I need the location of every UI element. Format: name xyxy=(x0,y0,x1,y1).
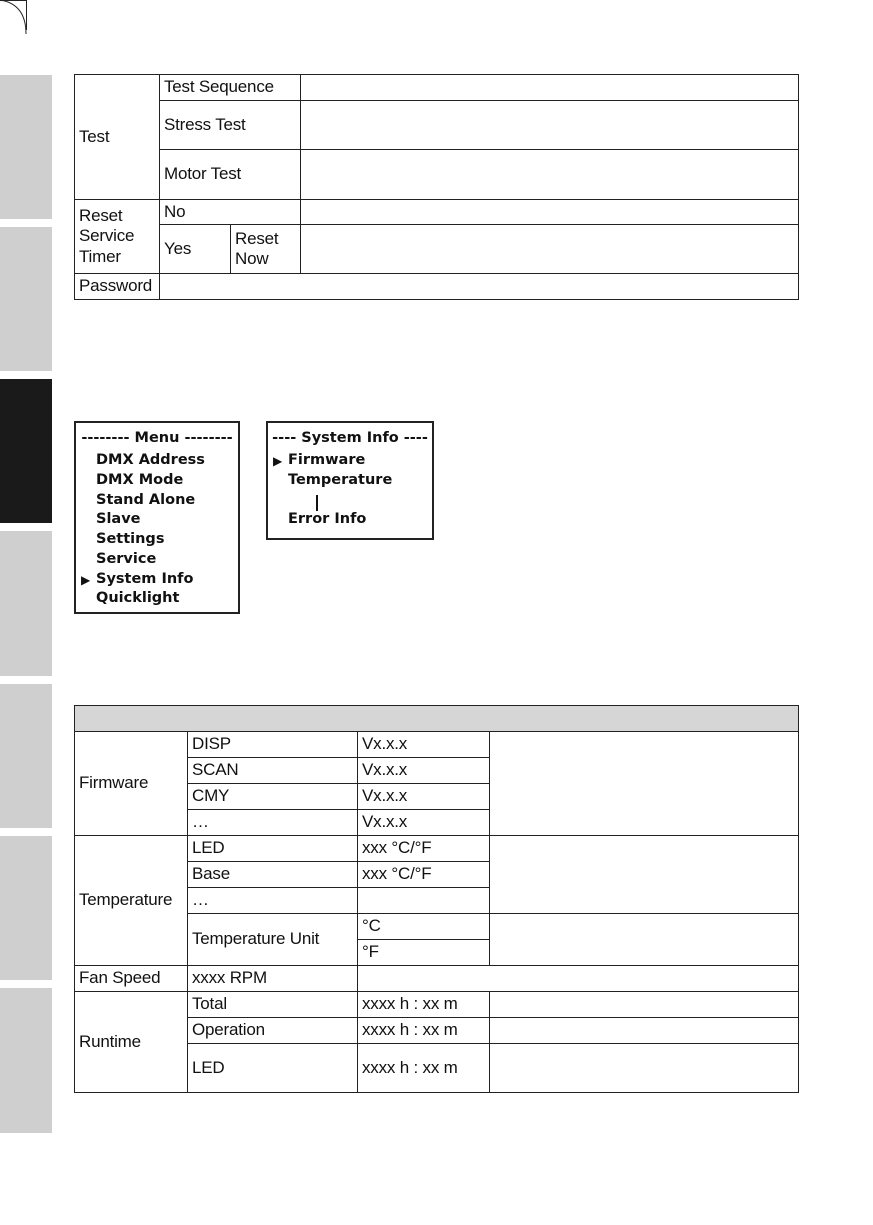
firmware-version: Vx.x.x xyxy=(358,758,490,784)
label-line: Reset xyxy=(235,228,279,248)
runtime-name: LED xyxy=(188,1044,358,1093)
fan-speed-label: Fan Speed xyxy=(75,966,188,992)
description-cell xyxy=(301,75,799,101)
firmware-version: Vx.x.x xyxy=(358,784,490,810)
table-row xyxy=(75,274,799,300)
table-row xyxy=(75,966,799,992)
menu-item-system-info: System Info xyxy=(96,571,194,587)
side-tab-7 xyxy=(0,988,52,1133)
crop-mark-arc-path xyxy=(0,0,26,34)
cursor-arrow-icon: ▶ xyxy=(273,454,283,468)
table-row xyxy=(75,101,799,150)
description-cell xyxy=(301,225,799,274)
system-info-display xyxy=(266,421,434,540)
label-line: Reset xyxy=(79,205,123,225)
description-cell xyxy=(301,200,799,225)
header-cell xyxy=(75,706,799,732)
description-cell xyxy=(160,274,799,300)
crop-mark-arc xyxy=(0,0,30,34)
table-row xyxy=(75,992,799,1018)
side-tab-4 xyxy=(0,531,52,676)
description-cell xyxy=(490,992,799,1018)
menu-item-slave: Slave xyxy=(96,511,141,527)
label-line: Now xyxy=(235,249,269,268)
table-row xyxy=(75,836,799,862)
runtime-label: Runtime xyxy=(75,992,188,1093)
table-row xyxy=(75,225,799,274)
runtime-value: xxxx h : xx m xyxy=(358,1018,490,1044)
description-cell xyxy=(301,150,799,200)
side-tab-active xyxy=(0,379,52,523)
firmware-label: Firmware xyxy=(75,732,188,836)
system-info-item-error-info: Error Info xyxy=(288,511,367,527)
menu-item-quicklight: Quicklight xyxy=(96,590,180,606)
menu-item-stand-alone: Stand Alone xyxy=(96,492,196,508)
temperature-unit-label: Temperature Unit xyxy=(188,914,358,966)
temperature-sensor: … xyxy=(188,888,358,914)
description-cell xyxy=(490,914,799,966)
table-row xyxy=(75,732,799,758)
system-info-title: ---- System Info ---- xyxy=(272,430,428,446)
yes-option-cell: Yes xyxy=(160,225,231,274)
menu-item-settings: Settings xyxy=(96,531,165,547)
firmware-name: SCAN xyxy=(188,758,358,784)
firmware-version: Vx.x.x xyxy=(358,732,490,758)
no-option-cell: No xyxy=(160,200,301,225)
system-info-item-temperature: Temperature xyxy=(288,472,393,488)
description-cell xyxy=(358,966,799,992)
menu-item-service: Service xyxy=(96,551,157,567)
firmware-version: Vx.x.x xyxy=(358,810,490,836)
temperature-value xyxy=(358,888,490,914)
table-row xyxy=(75,150,799,200)
temperature-value: xxx °C/°F xyxy=(358,862,490,888)
side-tab-2 xyxy=(0,227,52,371)
table-header-row xyxy=(75,706,799,732)
description-cell xyxy=(490,1018,799,1044)
side-tab-6 xyxy=(0,836,52,980)
runtime-name: Operation xyxy=(188,1018,358,1044)
runtime-value: xxxx h : xx m xyxy=(358,992,490,1018)
service-menu-table xyxy=(74,74,799,300)
table-row xyxy=(75,200,799,225)
firmware-name: DISP xyxy=(188,732,358,758)
temperature-value: xxx °C/°F xyxy=(358,836,490,862)
label-line: Service xyxy=(79,226,135,246)
description-cell xyxy=(490,732,799,836)
description-cell xyxy=(301,101,799,150)
menu-item-dmx-address: DMX Address xyxy=(96,452,205,468)
firmware-name: … xyxy=(188,810,358,836)
side-tab-5 xyxy=(0,684,52,828)
stress-test-cell: Stress Test xyxy=(160,101,301,150)
temperature-sensor: LED xyxy=(188,836,358,862)
system-info-table xyxy=(74,705,799,1093)
temperature-unit-option: °C xyxy=(358,914,490,940)
runtime-value: xxxx h : xx m xyxy=(358,1044,490,1093)
menu-title: -------- Menu -------- xyxy=(81,430,233,446)
cursor-arrow-icon: ▶ xyxy=(81,573,91,587)
system-info-item-firmware: Firmware xyxy=(288,452,366,468)
continuation-bar-icon xyxy=(316,495,318,511)
fan-speed-value: xxxx RPM xyxy=(188,966,358,992)
temperature-unit-option: °F xyxy=(358,940,490,966)
motor-test-cell: Motor Test xyxy=(160,150,301,200)
reset-now-cell xyxy=(231,225,301,274)
description-cell xyxy=(490,836,799,914)
menu-item-dmx-mode: DMX Mode xyxy=(96,472,184,488)
side-tab-1 xyxy=(0,75,52,219)
description-cell xyxy=(490,1044,799,1093)
temperature-sensor: Base xyxy=(188,862,358,888)
test-sequence-cell: Test Sequence xyxy=(160,75,301,101)
test-label: Test xyxy=(75,75,160,200)
table-row xyxy=(75,75,799,101)
runtime-name: Total xyxy=(188,992,358,1018)
temperature-label: Temperature xyxy=(75,836,188,966)
label-line: Timer xyxy=(79,246,121,266)
firmware-name: CMY xyxy=(188,784,358,810)
menu-display xyxy=(74,421,240,614)
reset-service-timer-label xyxy=(75,200,160,274)
password-label: Password xyxy=(75,274,160,300)
